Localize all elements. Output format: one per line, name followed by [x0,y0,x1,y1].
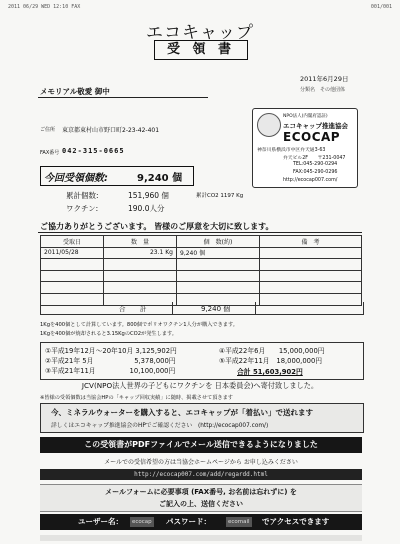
col-weight: 数 量 [104,236,177,248]
table-cell [41,259,104,271]
organization-box [252,108,358,188]
recipient-underline [38,97,208,98]
mail-form-box [40,484,362,512]
table-row [41,282,362,294]
org-address-1: 神奈川県横浜市中区弁天通3-63 [257,148,326,153]
table-cell [177,259,260,271]
table-cell [41,282,104,294]
donation-amount: ⑤平成22年11月 18,000,000円 [219,357,323,365]
org-seal-icon [257,113,281,137]
access-suffix: でアクセスできます [262,517,330,526]
thanks-underline [38,232,362,233]
mineral-water-details: 詳しくはエコキャップ推進協会のHPでご確認ください (http://ecocap007.com/) [51,423,269,429]
table-cell: 9,240 個 [177,247,260,259]
donation-amount: ①平成19年12月〜20年10月 3,125,902円 [45,347,177,355]
table-cell [260,259,362,271]
total-label: 合 計 [119,305,151,313]
vaccine-value: 190.0人分 [128,204,165,213]
col-count: 個 数(約) [177,236,260,248]
hp-note: ※皆様の受領個数は当協会HPの「キャップ回収実績」に随時、掲載させて頂きます [40,395,233,401]
donation-amount: ②平成21年 5月 5,378,000円 [45,357,176,365]
mineral-water-box [40,403,364,433]
table-row [41,259,362,271]
table-cell: 23.1 Kg [104,247,177,259]
col-notes: 備 考 [260,236,362,248]
mail-form-line-2: ご記入の上、送信ください [159,500,243,508]
co2-note: 1Kgを400個が焼却されると3.15KgのCO2が発生します。 [40,331,177,337]
fax-header-right: 001/001 [370,4,392,10]
org-tel: TEL:045-290-0294 [293,162,338,167]
col-date: 受取日 [41,236,104,248]
org-address-2: 弁天ビル2F 〒231-0047 [283,156,346,161]
password-value: ecomail [228,519,250,525]
table-cell [260,282,362,294]
table-total-row [40,302,364,315]
table-cell: 2011/05/28 [41,247,104,259]
received-count-label: 今回受領個数: [44,173,108,184]
org-name-en: ECOCAP [283,130,341,144]
table-row [41,247,362,259]
username-label: ユーザー名： [78,517,123,526]
signup-url: http://ecocap007.com/add/regardd.html [40,469,362,480]
login-bar [40,514,362,530]
address-label: ご住所 [40,127,56,133]
fax-number: 042-315-0665 [62,147,125,155]
table-cell [104,270,177,282]
org-url: http://ecocap007.com/ [283,178,338,183]
pdf-notice-bar: この受領書がPDFファイルでメール送信できるようになりました [40,437,362,453]
total-divider [255,302,256,314]
cumulative-value: 151,960 個 [128,191,169,200]
password-label: パスワード： [166,517,211,526]
thanks-message: ご協力ありがとうございます。 皆様のご厚意を大切に致します。 [40,222,274,231]
table-cell [104,282,177,294]
org-fax: FAX:045-290-0296 [293,170,338,175]
co2-total: 累計CO2 1197 Kg [196,193,244,199]
total-value: 9,240 個 [201,304,231,313]
donation-total: 合計 51,603,902円 [237,368,303,376]
total-divider [172,302,173,314]
donation-amounts-box [40,342,364,380]
issue-date: 2011年6月29日 [300,75,349,83]
document-subtitle: 受 領 書 [154,40,248,60]
table-cell [260,247,362,259]
faint-footer [40,535,362,541]
received-count-value: 9,240 個 [137,173,183,184]
donation-amount: ④平成22年6月 15,000,000円 [219,347,325,355]
document-title: エコキャップ [146,23,254,43]
mail-form-line-1: メールフォームに必要事項 (FAX番号, お名前は忘れずに) を [105,488,297,496]
received-count-box [40,166,194,186]
org-type: NPO法人(内閣府認証) [283,114,328,119]
address-value: 東京都東村山市野口町2-23-42-401 [62,127,160,134]
table-cell [260,270,362,282]
table-header-row [41,236,362,248]
jcv-donation-note: JCV(NPO法人世界の子どもにワクチンを 日本委員会)へ寄付致しました。 [81,381,319,390]
fax-label: FAX番号 [40,150,60,156]
table-cell [41,270,104,282]
receipt-table [40,235,362,306]
donation-amount: ③平成21年11月 10,100,000円 [45,367,176,375]
username-value: ecocap [132,519,152,525]
table-cell [104,259,177,271]
recipient-name: メモリアル敬愛 御中 [40,87,110,96]
mail-request-note: メールでの受信希望の方は当協会ホームページから お申し込みください [104,459,298,466]
calculation-note: 1Kgを400個として計算しています。800個でポリオワクチン1人分が購入できます。 [40,322,238,328]
cumulative-label: 累計個数: [66,191,99,200]
category-label: 分類名 その他団体 [300,87,346,93]
table-row [41,270,362,282]
table-cell [177,282,260,294]
fax-header-left: 2011 06/29 WED 12:10 FAX [8,4,81,10]
vaccine-label: ワクチン: [66,204,99,213]
table-cell [177,270,260,282]
fax-header [8,4,392,16]
mineral-water-headline: 今、ミネラルウォーターを購入すると、エコキャップが「着払い」で送れます [51,408,313,417]
org-name-jp: エコキャップ推進協会 [283,122,348,130]
